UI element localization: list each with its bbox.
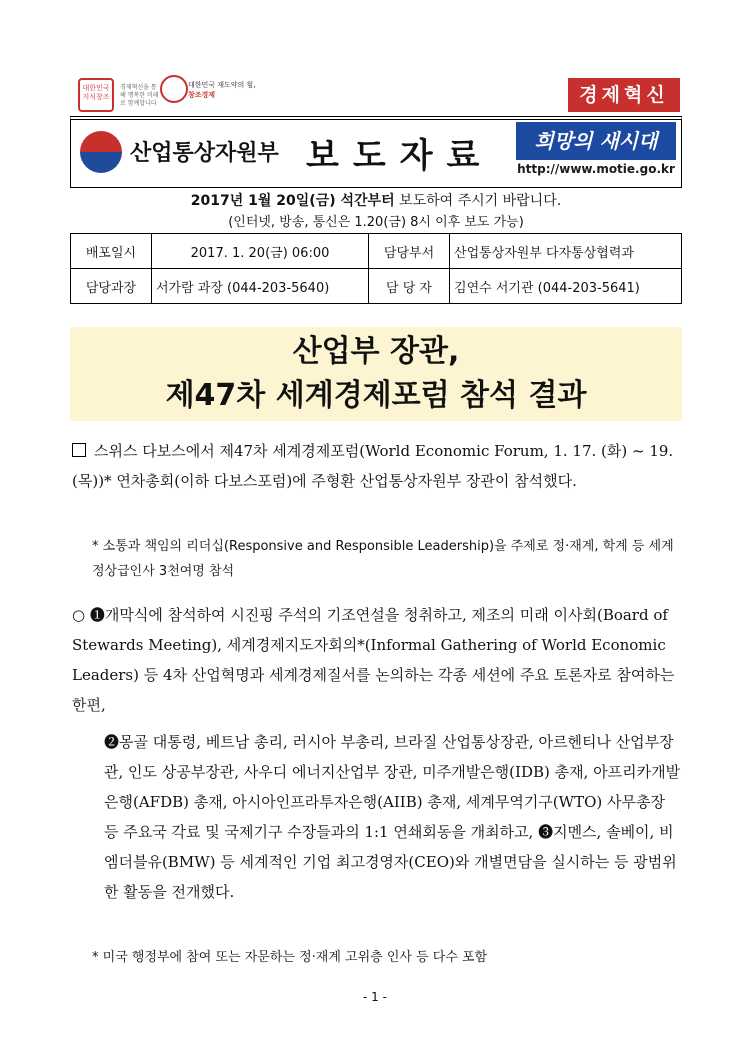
table-cell: 2017. 1. 20(금) 06:00 xyxy=(152,234,369,269)
creative-economy-logo xyxy=(160,75,188,103)
footnote-2: * 미국 행정부에 참여 또는 자문하는 정·재계 고위층 인사 등 다수 포함 xyxy=(92,950,488,965)
table-cell: 담 당 자 xyxy=(369,269,450,304)
title-line2: 제47차 세계경제포럼 참석 결과 xyxy=(165,378,587,413)
table-cell: 담당부서 xyxy=(369,234,450,269)
table-cell: 김연수 서기관 (044-203-5641) xyxy=(450,269,682,304)
creative-economy-line2: 창조경제 xyxy=(188,91,216,99)
campaign-logo-text: 대한민국 지식창조 xyxy=(82,84,110,101)
campaign-logo-caption: 경제혁신을 통해 행복한 미래로 함께합니다 xyxy=(120,84,159,107)
article-title xyxy=(70,327,682,421)
creative-economy-text xyxy=(188,80,256,100)
release-time: 2017년 1월 20일(금) 석간부터 보도하여 주시기 바랍니다. xyxy=(190,193,562,209)
paragraph-1 xyxy=(72,436,682,496)
contact-info-table xyxy=(70,233,682,304)
table-cell: 서가람 과장 (044-203-5640) xyxy=(152,269,369,304)
paragraph-2: ○ ❶개막식에 참석하여 시진핑 주석의 기조연설을 청취하고, 제조의 미래 이사회(Board of Stewards Meeting), 세계경제지도자회의*(Informal Gathering of World Economic Leaders) 등 4차 산업혁명과 세계경제질서를 논의하는 각종 세션에 주요 토론자로 참여하는 한편, xyxy=(72,606,675,714)
title-line1: 산업부 장관, xyxy=(292,334,460,369)
creative-economy-line1: 대한민국 재도약의 힘, xyxy=(188,81,256,89)
checkbox-bullet-icon xyxy=(72,443,86,457)
table-row xyxy=(71,269,682,304)
campaign-logo xyxy=(78,78,114,112)
paragraph-3: ❷몽골 대통령, 베트남 총리, 러시아 부총리, 브라질 산업통상장관, 아르헨티나 산업부장관, 인도 상공부장관, 사우디 에너지산업부 장관, 미주개발은행(IDB) 총재, 아프리카개발은행(AFDB) 총재, 아시아인프라투자은행(AIIB) 총재, 세계무역기구(WTO) 사무총장 등 주요국 각료 및 국제기구 수장들과의 1:1 연쇄회동을 개최하고, ❸지멘스, 솔베이, 비엠더블유(BMW) 등 세계적인 기업 최고경영자(CEO)와 개별면담을 실시하는 등 광범위한 활동을 전개했다. xyxy=(104,733,681,901)
paragraph-1-text: 스위스 다보스에서 제47차 세계경제포럼(World Economic Forum, 1. 17. (화) ~ 19. (목))* 연차총회(이하 다보스포럼)에 주형환 산업통상자원부 장관이 참석했다. xyxy=(72,442,674,490)
table-cell: 산업통상자원부 다자통상협력과 xyxy=(450,234,682,269)
page-number: - 1 - xyxy=(363,990,387,1004)
table-row xyxy=(71,234,682,269)
government-emblem-icon xyxy=(80,131,122,173)
table-cell: 배포일시 xyxy=(71,234,152,269)
table-cell: 담당과장 xyxy=(71,269,152,304)
release-note: (인터넷, 방송, 통신은 1.20(금) 8시 이후 보도 가능) xyxy=(228,215,524,230)
ministry-name: 산업통상자원부 xyxy=(130,141,279,166)
press-release-title: 보도자료 xyxy=(306,136,494,176)
footnote-1: * 소통과 책임의 리더십(Responsive and Responsible Leadership)을 주제로 정·재계, 학계 등 세계 정상급인사 3천여명 참석 xyxy=(92,539,674,579)
ministry-url[interactable]: http://www.motie.go.kr xyxy=(517,162,675,176)
slogan-banner: 희망의 새시대 xyxy=(516,122,676,160)
economic-innovation-tag: 경제혁신 xyxy=(568,78,680,112)
